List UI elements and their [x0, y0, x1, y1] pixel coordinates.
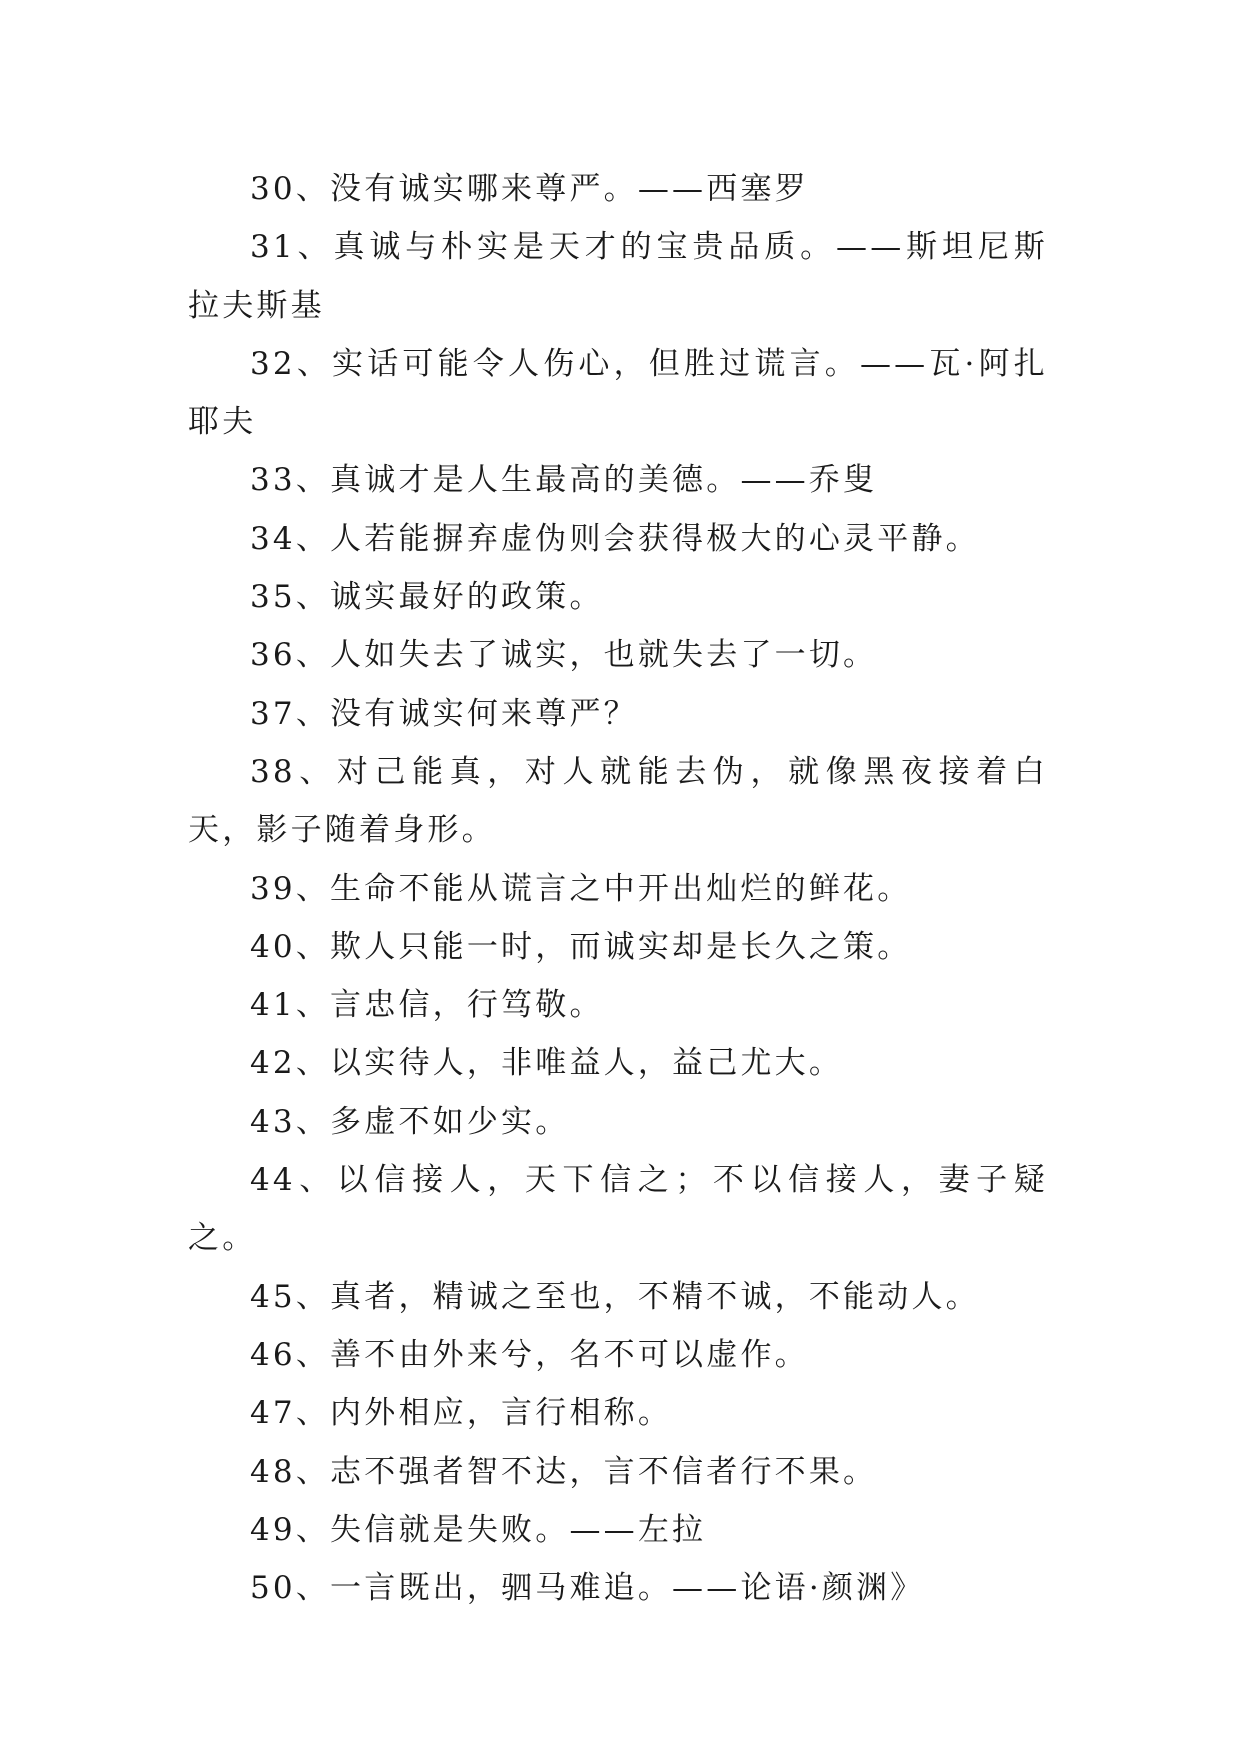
quote-item: 38、对己能真，对人就能去伪，就像黑夜接着白天，影子随着身形。 — [188, 753, 1048, 849]
quote-item: 40、欺人只能一时，而诚实却是长久之策。 — [250, 928, 912, 965]
quote-item: 39、生命不能从谎言之中开出灿烂的鲜花。 — [250, 870, 912, 907]
quote-item: 45、真者，精诚之至也，不精不诚，不能动人。 — [250, 1278, 980, 1315]
quote-item: 36、人如失去了诚实，也就失去了一切。 — [250, 637, 878, 674]
quote-item: 37、没有诚实何来尊严？ — [250, 695, 638, 732]
quote-item: 31、真诚与朴实是天才的宝贵品质。——斯坦尼斯拉夫斯基 — [188, 229, 1048, 324]
quote-list — [188, 160, 1048, 1617]
quote-item: 34、人若能摒弃虚伪则会获得极大的心灵平静。 — [250, 520, 980, 557]
quote-item: 33、真诚才是人生最高的美德。——乔叟 — [250, 462, 878, 499]
quote-item: 50、一言既出，驷马难追。——论语·颜渊》 — [250, 1570, 925, 1607]
quote-item: 43、多虚不如少实。 — [250, 1103, 570, 1140]
quote-item: 30、没有诚实哪来尊严。——西塞罗 — [250, 171, 809, 207]
quote-item: 35、诚实最好的政策。 — [250, 579, 604, 616]
quote-item: 44、以信接人，天下信之；不以信接人，妻子疑之。 — [188, 1162, 1048, 1257]
quote-item: 48、志不强者智不达，言不信者行不果。 — [250, 1453, 878, 1490]
quote-item: 41、言忠信，行笃敬。 — [250, 987, 604, 1024]
quote-item: 42、以实待人，非唯益人，益己尤大。 — [250, 1045, 844, 1082]
quote-item: 46、善不由外来兮，名不可以虚作。 — [250, 1336, 809, 1373]
quote-item: 49、失信就是失败。——左拉 — [250, 1511, 707, 1548]
quote-item: 32、实话可能令人伤心，但胜过谎言。——瓦·阿扎耶夫 — [188, 345, 1048, 441]
quote-item: 47、内外相应，言行相称。 — [250, 1395, 673, 1432]
